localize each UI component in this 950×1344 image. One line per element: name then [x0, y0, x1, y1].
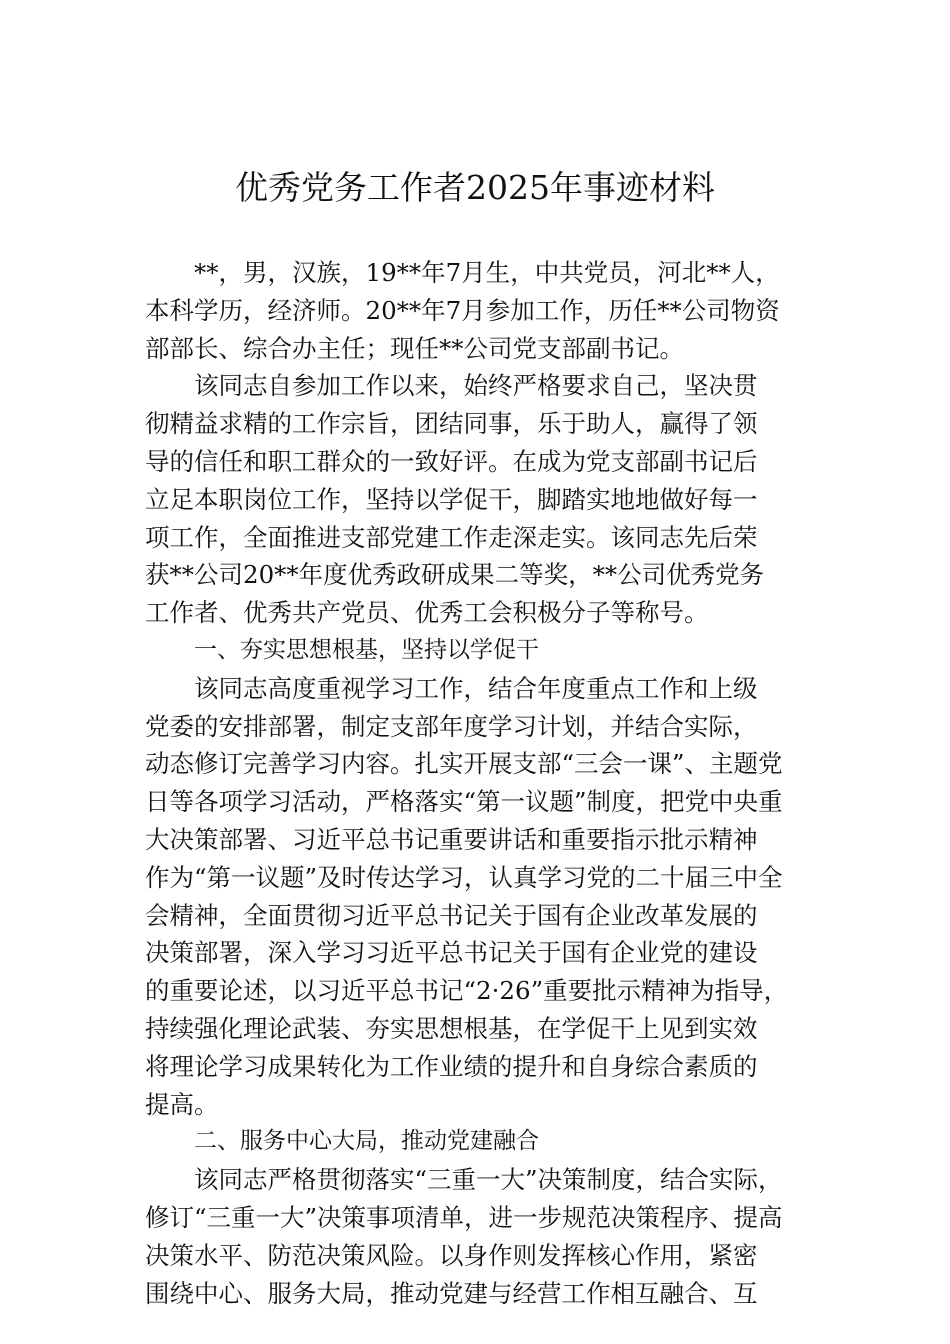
- paragraph-line: 彻精益求精的工作宗旨，团结同事，乐于助人，赢得了领: [145, 409, 758, 439]
- paragraph-line: 该同志高度重视学习工作，结合年度重点工作和上级: [194, 673, 758, 703]
- paragraph-line: 立足本职岗位工作，坚持以学促干，脚踏实地地做好每一: [145, 484, 758, 514]
- paragraph-line: 决策水平、防范决策风险。以身作则发挥核心作用，紧密: [145, 1240, 758, 1270]
- document-body: [145, 254, 810, 1312]
- paragraph-line: 围绕中心、服务大局，推动党建与经营工作相互融合、互: [145, 1278, 758, 1308]
- paragraph-line: 党委的安排部署，制定支部年度学习计划，并结合实际，: [145, 711, 758, 741]
- paragraph-line: 将理论学习成果转化为工作业绩的提升和自身综合素质的: [145, 1051, 758, 1081]
- paragraph-line: 部部长、综合办主任；现任**公司党支部副书记。: [145, 333, 684, 363]
- paragraph-line: 决策部署，深入学习习近平总书记关于国有企业党的建设: [145, 938, 758, 968]
- paragraph-line: 的重要论述，以习近平总书记“2·26”重要批示精神为指导，: [145, 976, 789, 1006]
- paragraph-line: 动态修订完善学习内容。扎实开展支部“三会一课”、主题党: [145, 749, 783, 779]
- paragraph-line: 日等各项学习活动，严格落实“第一议题”制度，把党中央重: [145, 787, 783, 817]
- paragraph-line: 该同志严格贯彻落实“三重一大”决策制度，结合实际，: [194, 1165, 783, 1195]
- paragraph-line: 获**公司20**年度优秀政研成果二等奖，**公司优秀党务: [145, 560, 765, 590]
- paragraph-line: 会精神，全面贯彻习近平总书记关于国有企业改革发展的: [145, 900, 758, 930]
- paragraph-line: 大决策部署、习近平总书记重要讲话和重要指示批示精神: [145, 824, 758, 854]
- paragraph-line: **，男，汉族，19**年7月生，中共党员，河北**人，: [194, 258, 780, 287]
- paragraph-line: 作为“第一议题”及时传达学习，认真学习党的二十届三中全: [145, 862, 783, 892]
- paragraph-line: 工作者、优秀共产党员、优秀工会积极分子等称号。: [145, 598, 709, 628]
- section-heading: 二、服务中心大局，推动党建融合: [194, 1128, 539, 1155]
- paragraph-line: 提高。: [145, 1089, 219, 1119]
- paragraph-line: 持续强化理论武装、夯实思想根基，在学促干上见到实效: [145, 1013, 758, 1043]
- paragraph-line: 项工作，全面推进支部党建工作走深走实。该同志先后荣: [145, 522, 758, 552]
- paragraph-line: 修订“三重一大”决策事项清单，进一步规范决策程序、提高: [145, 1202, 783, 1232]
- paragraph-line: 本科学历，经济师。20**年7月参加工作，历任**公司物资: [145, 295, 780, 325]
- document-title: 优秀党务工作者2025年事迹材料: [235, 168, 715, 207]
- section-heading: 一、夯实思想根基，坚持以学促干: [194, 636, 539, 663]
- paragraph-line: 导的信任和职工群众的一致好评。在成为党支部副书记后: [145, 446, 758, 476]
- paragraph-line: 该同志自参加工作以来，始终严格要求自己，坚决贯: [194, 371, 758, 401]
